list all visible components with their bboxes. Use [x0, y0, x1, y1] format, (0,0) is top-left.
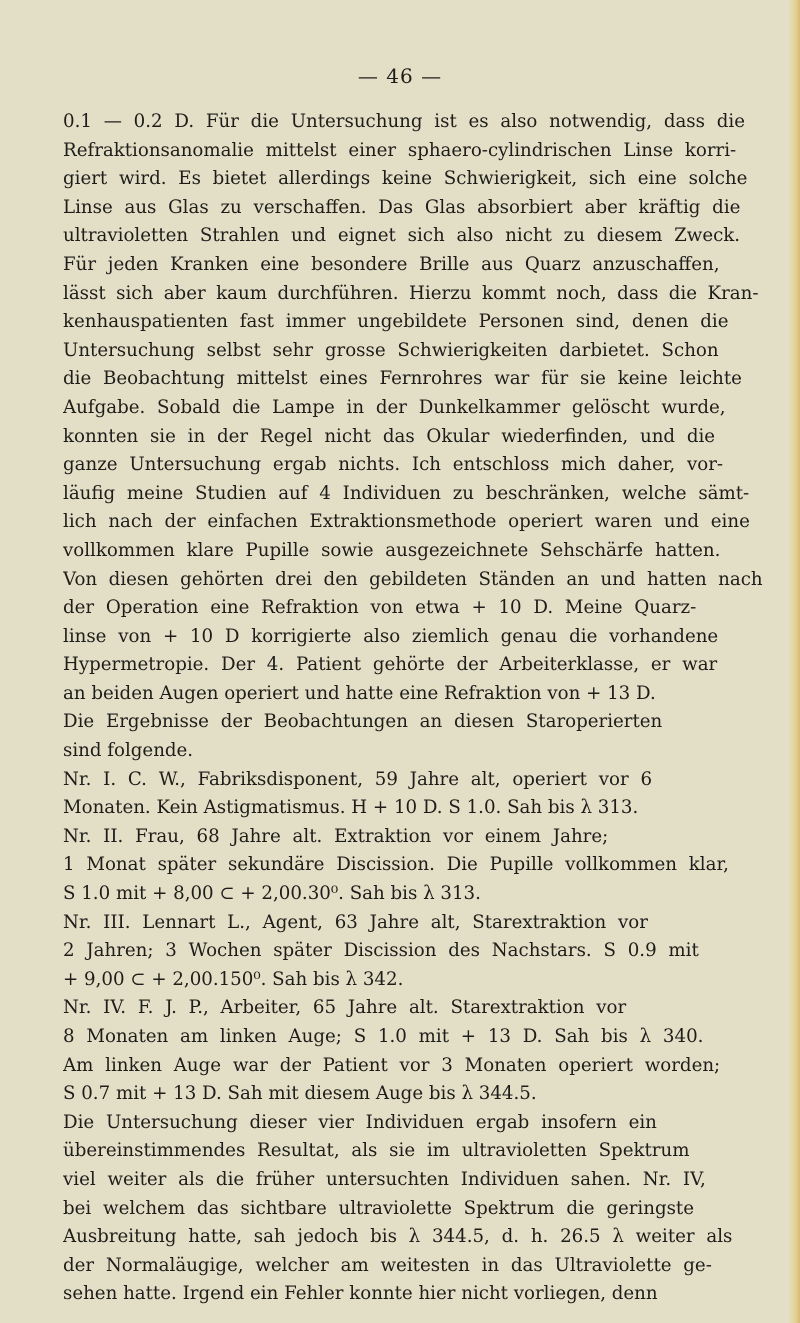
body-text — [63, 108, 763, 1309]
text-line: Hypermetropie. Der 4. Patient gehörte der Arbeiterklasse, er war — [63, 654, 718, 676]
text-line: Ausbreitung hatte, sah jedoch bis λ 344.5, d. h. 26.5 λ weiter als — [63, 1226, 733, 1248]
text-line: läufig meine Studien auf 4 Individuen zu beschränken, welche sämt- — [63, 482, 750, 504]
text-line: bei welchem das sichtbare ultraviolette Spektrum die geringste — [63, 1197, 694, 1219]
text-line: 2 Jahren; 3 Wochen später Discission des Nachstars. S 0.9 mit — [63, 940, 699, 962]
text-line: + 9,00 ⊂ + 2,00.150⁰. Sah bis λ 342. — [63, 968, 404, 990]
text-line: 0.1 — 0.2 D. Für die Untersuchung ist es also notwendig, dass die — [63, 111, 745, 132]
text-line: 1 Monat später sekundäre Discission. Die Pupille vollkommen klar, — [63, 854, 729, 876]
text-line: 8 Monaten am linken Auge; S 1.0 mit + 13 D. Sah bis λ 340. — [63, 1026, 704, 1047]
text-line: Nr. I. C. W., Fabriksdisponent, 59 Jahre alt, operiert vor 6 — [63, 768, 653, 790]
text-line: giert wird. Es bietet allerdings keine Schwierigkeit, sich eine solche — [63, 168, 748, 190]
text-line: der Normaläugige, welcher am weitesten in das Ultraviolette ge- — [63, 1254, 712, 1276]
text-line: Untersuchung selbst sehr grosse Schwierigkeiten darbietet. Schon — [63, 339, 719, 361]
text-line: Die Untersuchung dieser vier Individuen ergab insofern ein — [63, 1111, 657, 1133]
text-line: übereinstimmendes Resultat, als sie im ultravioletten Spektrum — [63, 1140, 690, 1162]
page-edge — [788, 0, 800, 1323]
text-line: Die Ergebnisse der Beobachtungen an diesen Staroperierten — [63, 711, 663, 733]
text-line: linse von + 10 D korrigierte also ziemlich genau die vorhandene — [63, 625, 719, 647]
text-line: Von diesen gehörten drei den gebildeten Ständen an und hatten nach — [63, 568, 763, 590]
text-line: vollkommen klare Pupille sowie ausgezeichnete Sehschärfe hatten. — [63, 539, 721, 561]
text-line: Monaten. Kein Astigmatismus. H + 10 D. S 1.0. Sah bis λ 313. — [63, 797, 639, 819]
text-line: sind folgende. — [63, 740, 194, 762]
text-line: lich nach der einfachen Extraktionsmethode operiert waren und eine — [63, 511, 750, 533]
text-line: Linse aus Glas zu verschaffen. Das Glas absorbiert aber kräftig die — [63, 196, 741, 218]
text-line: viel weiter als die früher untersuchten Individuen sahen. Nr. IV, — [63, 1168, 706, 1190]
text-line: ultravioletten Strahlen und eignet sich also nicht zu diesem Zweck. — [63, 225, 741, 247]
text-line: S 0.7 mit + 13 D. Sah mit diesem Auge bis λ 344.5. — [63, 1083, 537, 1105]
text-line: Nr. III. Lennart L., Agent, 63 Jahre alt, Starextraktion vor — [63, 911, 648, 933]
text-line: S 1.0 mit + 8,00 ⊂ + 2,00.30⁰. Sah bis λ 313. — [63, 883, 481, 905]
text-line: Refraktionsanomalie mittelst einer sphaero-cylindrischen Linse korri- — [63, 139, 737, 161]
text-line: kenhauspatienten fast immer ungebildete Personen sind, denen die — [63, 311, 729, 333]
text-line: lässt sich aber kaum durchführen. Hierzu kommt noch, dass die Kran- — [63, 282, 759, 304]
text-line: ganze Untersuchung ergab nichts. Ich entschloss mich daher, vor- — [63, 454, 724, 476]
text-line: Nr. IV. F. J. P., Arbeiter, 65 Jahre alt. Starextraktion vor — [63, 997, 627, 1019]
text-line: Aufgabe. Sobald die Lampe in der Dunkelkammer gelöscht wurde, — [63, 396, 726, 418]
text-line: Nr. II. Frau, 68 Jahre alt. Extraktion vor einem Jahre; — [63, 825, 609, 847]
text-line: konnten sie in der Regel nicht das Okular wiederfinden, und die — [63, 425, 716, 447]
text-line: der Operation eine Refraktion von etwa + 10 D. Meine Quarz- — [63, 597, 697, 619]
text-line: sehen hatte. Irgend ein Fehler konnte hier nicht vorliegen, denn — [63, 1283, 658, 1305]
text-line: die Beobachtung mittelst eines Fernrohres war für sie keine leichte — [63, 368, 742, 390]
text-line: Für jeden Kranken eine besondere Brille aus Quarz anzuschaffen, — [63, 253, 720, 275]
text-line: Am linken Auge war der Patient vor 3 Monaten operiert worden; — [63, 1054, 721, 1076]
text-line: an beiden Augen operiert und hatte eine Refraktion von + 13 D. — [63, 682, 656, 704]
page-number: — 46 — — [357, 64, 443, 88]
